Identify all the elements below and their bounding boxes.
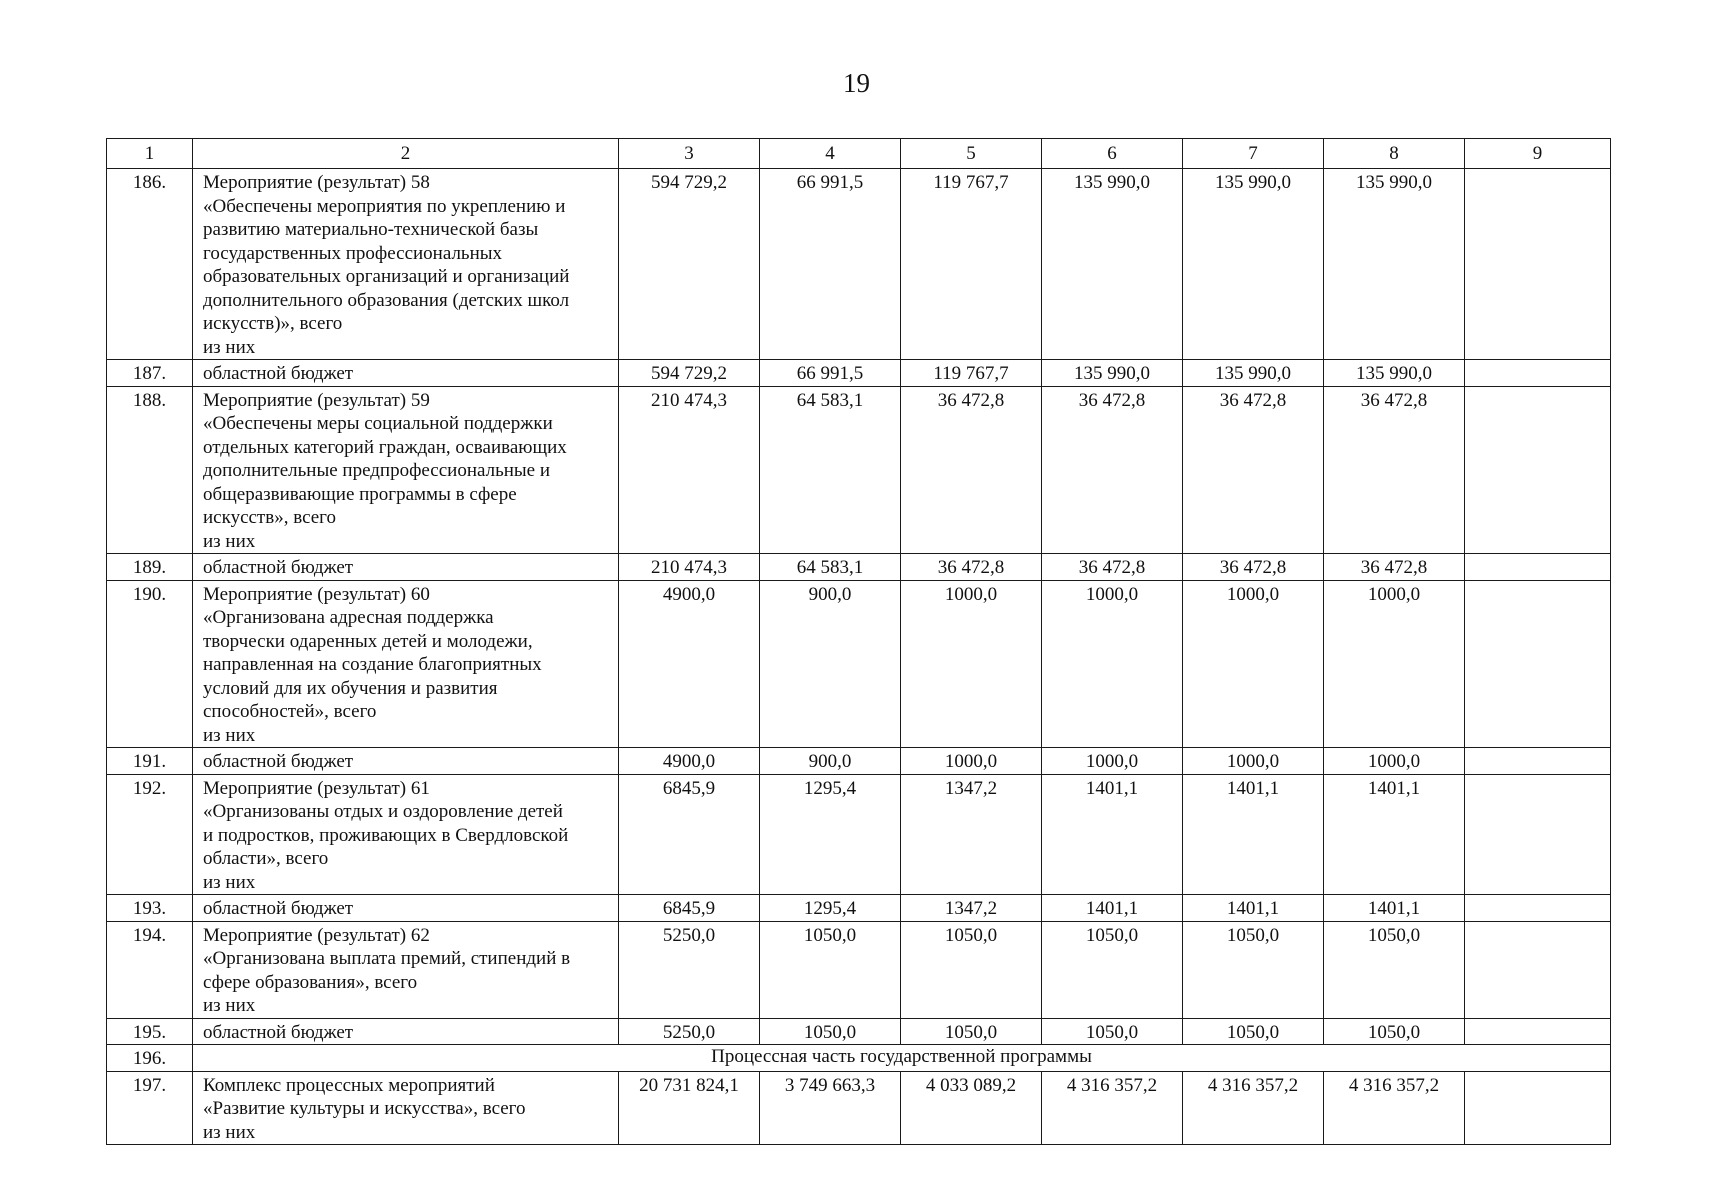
column-header: 3: [619, 139, 760, 169]
table-row: [107, 360, 1611, 387]
value-cell: 6845,9: [619, 774, 760, 895]
description-line: Мероприятие (результат) 62: [203, 924, 430, 946]
table-row: [107, 169, 1611, 360]
description-line: дополнительного образования (детских школ: [203, 289, 570, 311]
value-cell: 4 033 089,2: [901, 1071, 1042, 1145]
row-number: 197.: [107, 1071, 193, 1145]
description-line: из них: [203, 336, 256, 358]
table-row: [107, 774, 1611, 895]
description-line: дополнительные предпрофессиональные и: [203, 460, 551, 481]
description-line: из них: [203, 724, 256, 746]
value-cell: 3 749 663,3: [760, 1071, 901, 1145]
row-number: 186.: [107, 169, 193, 360]
value-cell: 1050,0: [901, 921, 1042, 1018]
value-cell: 1000,0: [1042, 580, 1183, 748]
value-cell: 66 991,5: [760, 360, 901, 387]
value-cell: 1050,0: [760, 1018, 901, 1045]
row-number: 189.: [107, 554, 193, 581]
value-cell: 1000,0: [901, 580, 1042, 748]
value-cell: [1465, 1071, 1611, 1145]
description-line: «Обеспечены мероприятия по укреплению и: [203, 195, 566, 217]
table-row: [107, 554, 1611, 581]
value-cell: 6845,9: [619, 895, 760, 922]
description-line: из них: [203, 871, 256, 893]
value-cell: 210 474,3: [619, 386, 760, 554]
row-number: 194.: [107, 921, 193, 1018]
value-cell: 1000,0: [1183, 748, 1324, 775]
description-line: государственных профессиональных: [203, 242, 503, 264]
table-row: [107, 386, 1611, 554]
value-cell: 36 472,8: [1183, 554, 1324, 581]
description-line: творчески одаренных детей и молодежи,: [203, 630, 533, 652]
budget-table: [106, 138, 1611, 1145]
value-cell: 36 472,8: [901, 554, 1042, 581]
description-line: «Развитие культуры и искусства», всего: [203, 1098, 526, 1119]
description-line: областной бюджет: [203, 363, 354, 384]
column-header: 4: [760, 139, 901, 169]
value-cell: 4900,0: [619, 748, 760, 775]
description-line: образовательных организаций и организаций: [203, 266, 570, 287]
value-cell: [1465, 386, 1611, 554]
value-cell: 36 472,8: [1183, 386, 1324, 554]
description-line: отдельных категорий граждан, осваивающих: [203, 436, 567, 458]
value-cell: 66 991,5: [760, 169, 901, 360]
table-row: [107, 580, 1611, 748]
description-line: способностей», всего: [203, 701, 377, 722]
value-cell: 1347,2: [901, 895, 1042, 922]
value-cell: 36 472,8: [1324, 554, 1465, 581]
table-row: [107, 1018, 1611, 1045]
table-row: [107, 1045, 1611, 1072]
row-description: [193, 580, 619, 748]
description-line: «Обеспечены меры социальной поддержки: [203, 413, 553, 434]
row-number: 188.: [107, 386, 193, 554]
value-cell: [1465, 169, 1611, 360]
description-line: Комплекс процессных мероприятий: [203, 1074, 495, 1096]
column-header: 9: [1465, 139, 1611, 169]
value-cell: [1465, 554, 1611, 581]
value-cell: 20 731 824,1: [619, 1071, 760, 1145]
row-description: [193, 1018, 619, 1045]
description-line: направленная на создание благоприятных: [203, 654, 542, 675]
value-cell: 64 583,1: [760, 386, 901, 554]
description-line: искусств», всего: [203, 507, 336, 528]
row-description: [193, 774, 619, 895]
description-line: условий для их обучения и развития: [203, 677, 498, 699]
value-cell: [1465, 748, 1611, 775]
value-cell: 1000,0: [901, 748, 1042, 775]
value-cell: 1401,1: [1042, 774, 1183, 895]
row-number: 191.: [107, 748, 193, 775]
column-header: 8: [1324, 139, 1465, 169]
description-line: Мероприятие (результат) 60: [203, 583, 430, 605]
column-header: 2: [193, 139, 619, 169]
description-line: из них: [203, 1121, 256, 1143]
description-line: области», всего: [203, 848, 329, 869]
value-cell: 1295,4: [760, 774, 901, 895]
value-cell: 135 990,0: [1324, 360, 1465, 387]
row-number: 187.: [107, 360, 193, 387]
value-cell: 1401,1: [1324, 774, 1465, 895]
description-line: Мероприятие (результат) 61: [203, 777, 430, 799]
row-description: [193, 169, 619, 360]
column-header: 5: [901, 139, 1042, 169]
description-line: искусств)», всего: [203, 313, 343, 334]
table-row: [107, 1071, 1611, 1145]
value-cell: 36 472,8: [1042, 554, 1183, 581]
value-cell: 5250,0: [619, 921, 760, 1018]
description-line: из них: [203, 530, 256, 552]
value-cell: 135 990,0: [1042, 169, 1183, 360]
value-cell: 4 316 357,2: [1042, 1071, 1183, 1145]
value-cell: 119 767,7: [901, 360, 1042, 387]
value-cell: 36 472,8: [1042, 386, 1183, 554]
value-cell: 1401,1: [1183, 774, 1324, 895]
value-cell: 1050,0: [1183, 1018, 1324, 1045]
row-description: [193, 895, 619, 922]
row-number: 192.: [107, 774, 193, 895]
row-description: [193, 554, 619, 581]
row-number: 196.: [107, 1045, 193, 1072]
value-cell: [1465, 774, 1611, 895]
description-line: областной бюджет: [203, 751, 354, 772]
value-cell: [1465, 921, 1611, 1018]
description-line: «Организованы отдых и оздоровление детей: [203, 801, 563, 822]
value-cell: [1465, 580, 1611, 748]
row-description: [193, 386, 619, 554]
value-cell: 1401,1: [1042, 895, 1183, 922]
value-cell: 1000,0: [1324, 580, 1465, 748]
value-cell: 1295,4: [760, 895, 901, 922]
value-cell: 1050,0: [1324, 921, 1465, 1018]
value-cell: 1000,0: [1042, 748, 1183, 775]
description-line: из них: [203, 995, 256, 1016]
value-cell: 135 990,0: [1042, 360, 1183, 387]
row-number: 193.: [107, 895, 193, 922]
value-cell: 1050,0: [760, 921, 901, 1018]
row-description: [193, 921, 619, 1018]
value-cell: [1465, 1018, 1611, 1045]
header-row: [107, 139, 1611, 169]
section-title: Процессная часть государственной программы: [193, 1045, 1611, 1072]
value-cell: 1050,0: [901, 1018, 1042, 1045]
value-cell: 1401,1: [1183, 895, 1324, 922]
value-cell: 5250,0: [619, 1018, 760, 1045]
value-cell: 4900,0: [619, 580, 760, 748]
value-cell: [1465, 360, 1611, 387]
value-cell: 900,0: [760, 748, 901, 775]
value-cell: 135 990,0: [1183, 169, 1324, 360]
description-line: областной бюджет: [203, 557, 354, 578]
column-header: 7: [1183, 139, 1324, 169]
value-cell: 1347,2: [901, 774, 1042, 895]
description-line: областной бюджет: [203, 898, 354, 919]
description-line: общеразвивающие программы в сфере: [203, 483, 517, 505]
row-description: [193, 748, 619, 775]
value-cell: 1050,0: [1183, 921, 1324, 1018]
description-line: Мероприятие (результат) 58: [203, 172, 430, 193]
value-cell: 36 472,8: [901, 386, 1042, 554]
table-row: [107, 895, 1611, 922]
row-number: 190.: [107, 580, 193, 748]
value-cell: 1050,0: [1324, 1018, 1465, 1045]
row-description: [193, 360, 619, 387]
value-cell: 4 316 357,2: [1324, 1071, 1465, 1145]
value-cell: 119 767,7: [901, 169, 1042, 360]
description-line: развитию материально-технической базы: [203, 219, 539, 240]
value-cell: 135 990,0: [1324, 169, 1465, 360]
description-line: Мероприятие (результат) 59: [203, 389, 430, 411]
value-cell: 64 583,1: [760, 554, 901, 581]
value-cell: 1000,0: [1324, 748, 1465, 775]
value-cell: 4 316 357,2: [1183, 1071, 1324, 1145]
column-header: 1: [107, 139, 193, 169]
column-header: 6: [1042, 139, 1183, 169]
description-line: сфере образования», всего: [203, 971, 418, 993]
value-cell: 594 729,2: [619, 169, 760, 360]
value-cell: 594 729,2: [619, 360, 760, 387]
row-description: [193, 1071, 619, 1145]
description-line: и подростков, проживающих в Свердловской: [203, 824, 569, 846]
description-line: «Организована выплата премий, стипендий в: [203, 948, 571, 969]
description-line: «Организована адресная поддержка: [203, 607, 494, 628]
description-line: областной бюджет: [203, 1021, 354, 1043]
value-cell: 900,0: [760, 580, 901, 748]
value-cell: [1465, 895, 1611, 922]
value-cell: 1000,0: [1183, 580, 1324, 748]
value-cell: 1050,0: [1042, 921, 1183, 1018]
row-number: 195.: [107, 1018, 193, 1045]
value-cell: 1050,0: [1042, 1018, 1183, 1045]
value-cell: 1401,1: [1324, 895, 1465, 922]
table-row: [107, 748, 1611, 775]
page-number: 19: [843, 68, 870, 98]
value-cell: 36 472,8: [1324, 386, 1465, 554]
value-cell: 210 474,3: [619, 554, 760, 581]
value-cell: 135 990,0: [1183, 360, 1324, 387]
table-row: [107, 921, 1611, 1018]
